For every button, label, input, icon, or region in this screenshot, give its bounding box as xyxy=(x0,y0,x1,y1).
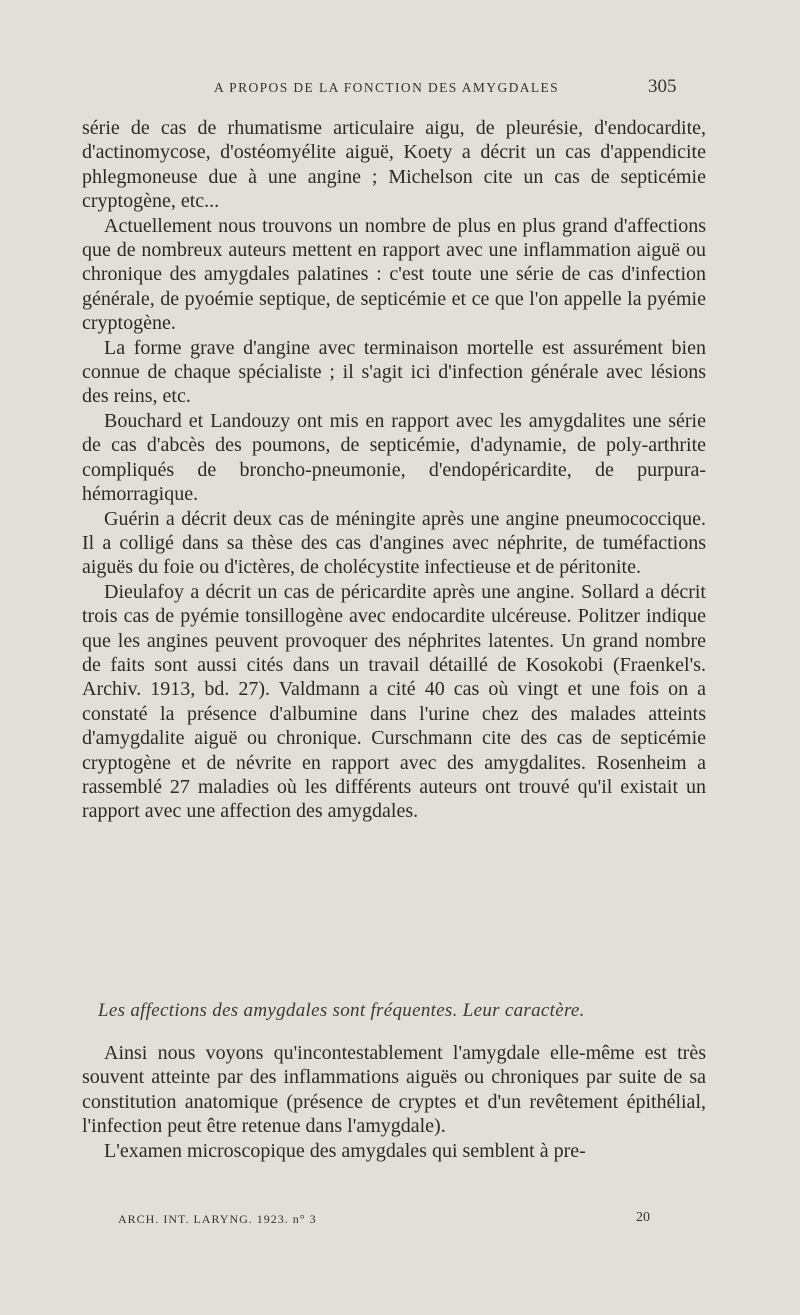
body-text-continued xyxy=(82,1041,706,1163)
paragraph: Guérin a décrit deux cas de méningite après une angine pneumococcique. Il a colligé dans sa thèse des cas d'angines avec néphrite, de tuméfactions aiguës du foie ou d'ictères, de cholécystite infectieuse et de péritonite. xyxy=(82,507,706,579)
section-heading: Les affections des amygdales sont fréquentes. Leur caractère. xyxy=(98,1000,585,1021)
paragraph: Dieulafoy a décrit un cas de péricardite après une angine. Sollard a décrit trois cas de pyémie tonsillogène avec endocardite ulcéreuse. Politzer indique que les angines peuvent provoquer des néphrites latentes. Un grand nombre de faits sont aussi cités dans un travail détaillé de Kosokobi (Fraenkel's. Archiv. 1913, bd. 27). Valdmann a cité 40 cas où vingt et une fois on a constaté la présence d'albumine dans l'urine chez des malades atteints d'amygdalite aiguë ou chronique. Curschmann cite des cas de septicémie cryptogène et de névrite en rapport avec des amygdalites. Rosenheim a rassemblé 27 maladies où les différents auteurs ont trouvé qu'il existait un rapport avec une affection des amygdales. xyxy=(82,580,706,823)
signature-mark: 20 xyxy=(636,1210,650,1225)
journal-reference: ARCH. INT. LARYNG. 1923. n° 3 xyxy=(118,1212,317,1226)
running-header-title: A PROPOS DE LA FONCTION DES AMYGDALES xyxy=(214,80,560,95)
paragraph: La forme grave d'angine avec terminaison mortelle est assurément bien connue de chaque spécialiste ; il s'agit ici d'infection générale avec lésions des reins, etc. xyxy=(82,336,706,408)
paragraph: série de cas de rhumatisme articulaire aigu, de pleurésie, d'endocardite, d'actinomycose, d'ostéomyélite aiguë, Koety a décrit un cas d'appendicite phlegmoneuse due à une angine ; Michelson cite un cas de septicémie cryptogène, etc... xyxy=(82,117,706,213)
page-number: 305 xyxy=(648,76,677,97)
body-text xyxy=(82,116,706,824)
paragraph: Ainsi nous voyons qu'incontestablement l'amygdale elle-même est très souvent atteinte par des inflammations aiguës ou chroniques par suite de sa constitution anatomique (présence de cryptes et d'un revêtement épithélial, l'infection peut être retenue dans l'amygdale). xyxy=(82,1042,706,1138)
paragraph: Actuellement nous trouvons un nombre de plus en plus grand d'affections que de nombreux auteurs mettent en rapport avec une inflammation aiguë ou chronique des amygdales palatines : c'est toute une série de cas d'infection générale, de pyoémie septique, de septicémie et ce que l'on appelle la pyémie cryptogène. xyxy=(82,214,706,335)
running-header xyxy=(0,78,800,102)
paragraph: L'examen microscopique des amygdales qui semblent à pre- xyxy=(104,1139,586,1162)
page-footer xyxy=(0,1210,800,1230)
paragraph: Bouchard et Landouzy ont mis en rapport avec les amygdalites une série de cas d'abcès des poumons, de septicémie, d'adynamie, de poly-arthrite compliqués de broncho-pneumonie, d'endopéricardite, de purpura-hémorragique. xyxy=(82,409,706,506)
